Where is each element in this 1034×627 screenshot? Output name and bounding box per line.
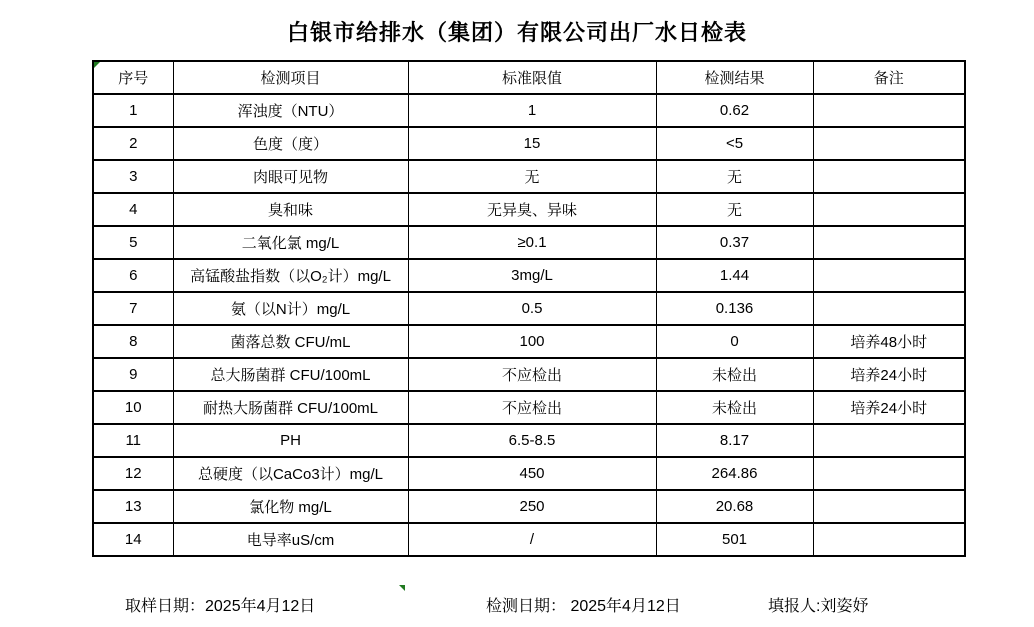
limit-cell: ≥0.1 <box>408 226 656 259</box>
table-row <box>93 127 965 160</box>
seq-cell: 7 <box>93 292 173 325</box>
item-cell: 总大肠菌群 CFU/100mL <box>173 358 408 391</box>
seq-cell: 11 <box>93 424 173 457</box>
result-cell: 未检出 <box>656 391 813 424</box>
table-row <box>93 490 965 523</box>
item-cell: 色度（度） <box>173 127 408 160</box>
header-cell-item: 检测项目 <box>173 61 408 94</box>
table-row <box>93 193 965 226</box>
daily-check-table <box>92 60 966 557</box>
remark-cell <box>813 259 965 292</box>
remark-cell <box>813 523 965 556</box>
table-row <box>93 226 965 259</box>
result-cell: 0.136 <box>656 292 813 325</box>
remark-cell <box>813 424 965 457</box>
seq-cell: 1 <box>93 94 173 127</box>
limit-cell: / <box>408 523 656 556</box>
item-cell: 浑浊度（NTU） <box>173 94 408 127</box>
item-cell: 臭和味 <box>173 193 408 226</box>
limit-cell: 不应检出 <box>408 391 656 424</box>
seq-cell: 14 <box>93 523 173 556</box>
limit-cell: 15 <box>408 127 656 160</box>
limit-cell: 0.5 <box>408 292 656 325</box>
seq-cell: 9 <box>93 358 173 391</box>
table-row <box>93 391 965 424</box>
result-cell: 未检出 <box>656 358 813 391</box>
remark-cell: 培养24小时 <box>813 358 965 391</box>
limit-cell: 无异臭、异味 <box>408 193 656 226</box>
remark-cell <box>813 94 965 127</box>
limit-cell: 250 <box>408 490 656 523</box>
limit-cell: 3mg/L <box>408 259 656 292</box>
reporter-label: 填报人:刘姿妤 <box>768 598 869 615</box>
item-cell: 电导率uS/cm <box>173 523 408 556</box>
remark-cell <box>813 457 965 490</box>
result-cell: 0.62 <box>656 94 813 127</box>
table-row <box>93 457 965 490</box>
result-cell: 1.44 <box>656 259 813 292</box>
seq-cell: 8 <box>93 325 173 358</box>
page-title: 白银市给排水（集团）有限公司出厂水日检表 <box>286 20 747 45</box>
seq-cell: 5 <box>93 226 173 259</box>
item-cell: 耐热大肠菌群 CFU/100mL <box>173 391 408 424</box>
item-cell: 氯化物 mg/L <box>173 490 408 523</box>
table-row <box>93 424 965 457</box>
seq-cell: 4 <box>93 193 173 226</box>
item-cell: 高锰酸盐指数（以O₂计）mg/L <box>173 259 408 292</box>
result-cell: 无 <box>656 160 813 193</box>
item-cell: 菌落总数 CFU/mL <box>173 325 408 358</box>
seq-cell: 6 <box>93 259 173 292</box>
limit-cell: 无 <box>408 160 656 193</box>
result-cell: 0.37 <box>656 226 813 259</box>
remark-cell: 培养48小时 <box>813 325 965 358</box>
remark-cell <box>813 127 965 160</box>
item-cell: 氨（以N计）mg/L <box>173 292 408 325</box>
seq-cell: 3 <box>93 160 173 193</box>
table-row <box>93 292 965 325</box>
header-cell-remark: 备注 <box>813 61 965 94</box>
item-cell: 总硬度（以CaCo3计）mg/L <box>173 457 408 490</box>
seq-cell: 13 <box>93 490 173 523</box>
cell-corner-flag-icon <box>399 585 405 591</box>
result-cell: 501 <box>656 523 813 556</box>
sampling-date-label: 取样日期：2025年4月12日 <box>125 598 316 615</box>
seq-cell: 10 <box>93 391 173 424</box>
limit-cell: 不应检出 <box>408 358 656 391</box>
remark-cell <box>813 490 965 523</box>
table-row <box>93 358 965 391</box>
header-cell-limit: 标准限值 <box>408 61 656 94</box>
table-row <box>93 259 965 292</box>
item-cell: 二氧化氯 mg/L <box>173 226 408 259</box>
table-row <box>93 160 965 193</box>
limit-cell: 450 <box>408 457 656 490</box>
table-row <box>93 523 965 556</box>
result-cell: 264.86 <box>656 457 813 490</box>
limit-cell: 100 <box>408 325 656 358</box>
seq-cell: 2 <box>93 127 173 160</box>
remark-cell <box>813 226 965 259</box>
result-cell: 8.17 <box>656 424 813 457</box>
result-cell: <5 <box>656 127 813 160</box>
limit-cell: 6.5-8.5 <box>408 424 656 457</box>
table-row <box>93 94 965 127</box>
test-date-label: 检测日期： 2025年4月12日 <box>486 598 681 615</box>
result-cell: 0 <box>656 325 813 358</box>
table-row <box>93 325 965 358</box>
remark-cell <box>813 193 965 226</box>
item-cell: PH <box>173 424 408 457</box>
header-cell-result: 检测结果 <box>656 61 813 94</box>
result-cell: 无 <box>656 193 813 226</box>
remark-cell <box>813 160 965 193</box>
result-cell: 20.68 <box>656 490 813 523</box>
cell-corner-flag-icon <box>94 62 100 68</box>
item-cell: 肉眼可见物 <box>173 160 408 193</box>
table-header-row <box>93 61 965 94</box>
seq-cell: 12 <box>93 457 173 490</box>
remark-cell <box>813 292 965 325</box>
limit-cell: 1 <box>408 94 656 127</box>
header-cell-no: 序号 <box>93 61 173 94</box>
remark-cell: 培养24小时 <box>813 391 965 424</box>
